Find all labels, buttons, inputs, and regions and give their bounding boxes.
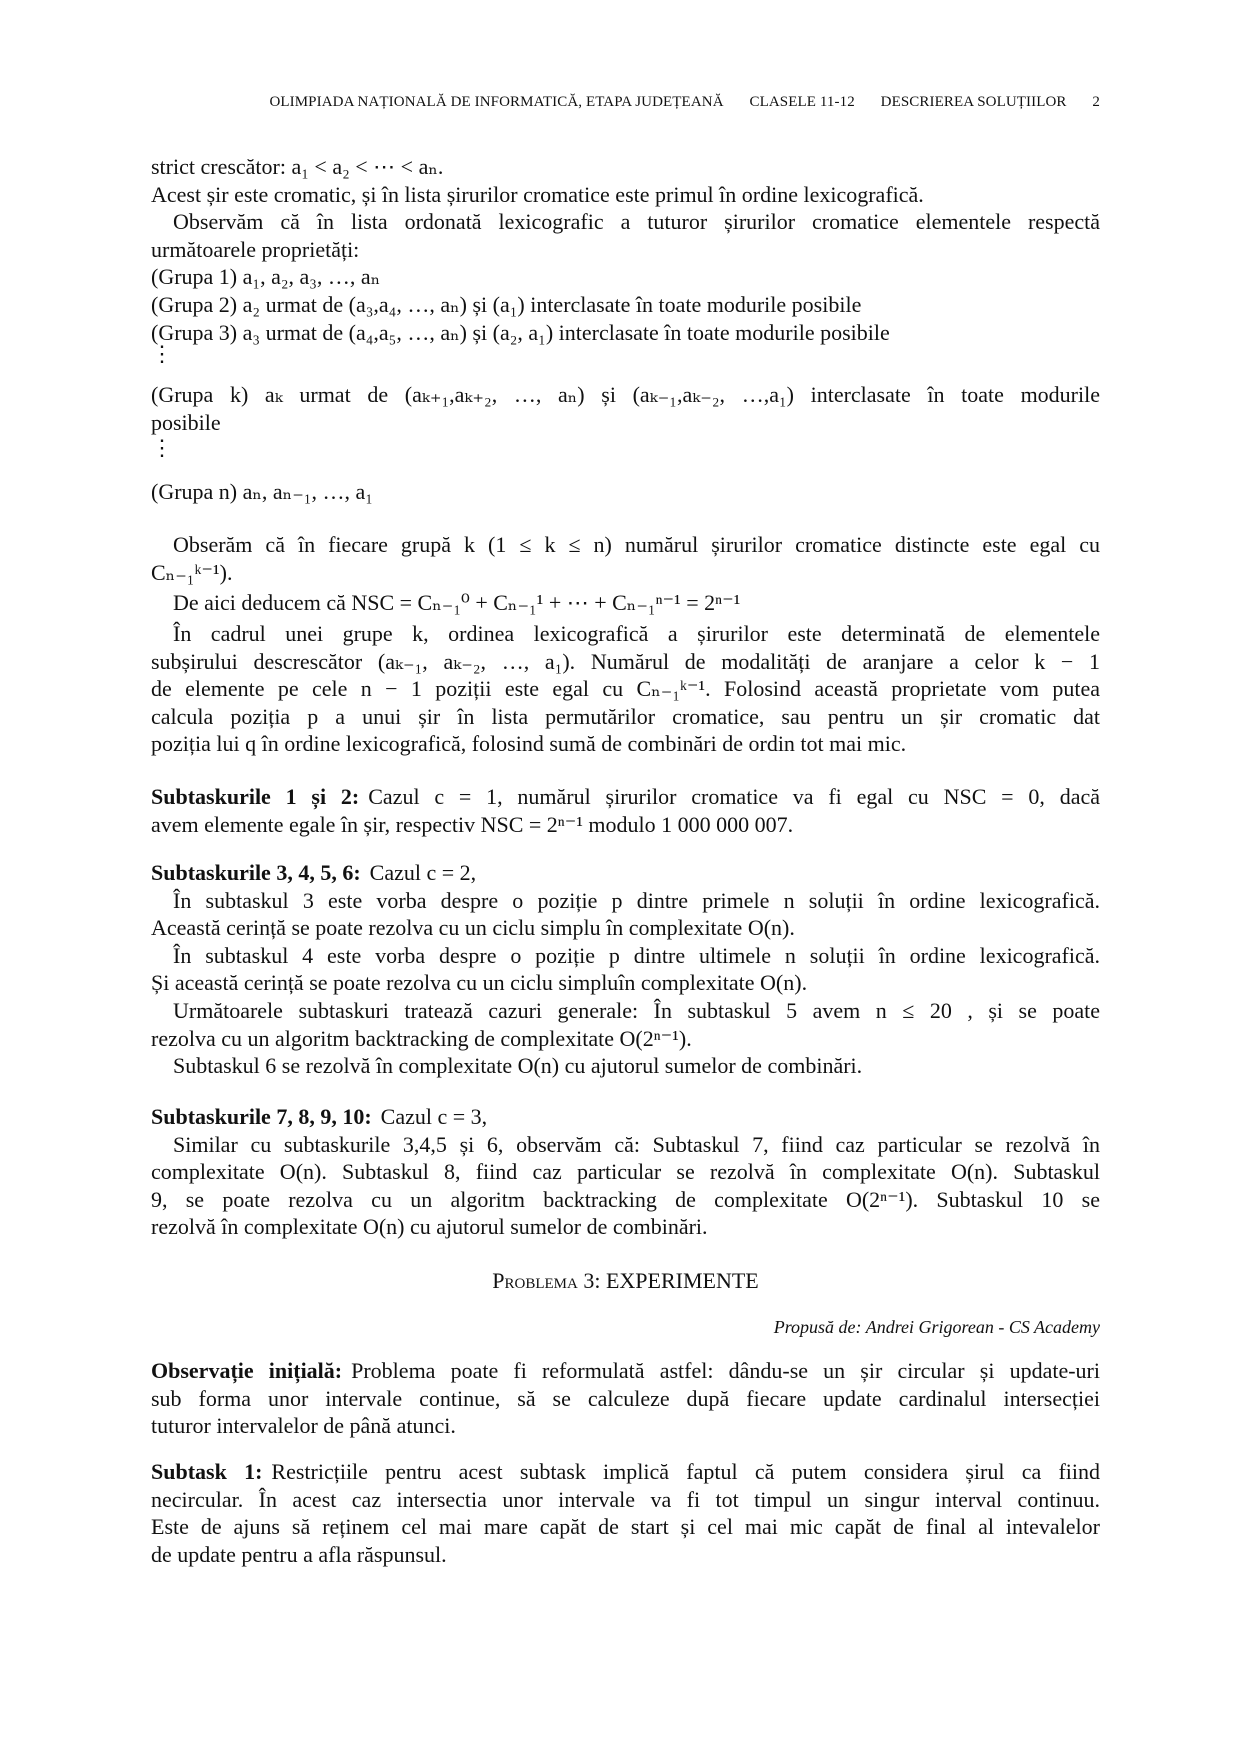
text-line [151,1267,1100,1295]
text-line [151,675,1100,703]
text-line [151,648,1100,676]
text-line [151,531,1100,559]
text-line [151,811,1100,839]
initial-observation [151,1357,1100,1440]
line-text: ⋮ [151,341,173,366]
line-text: poziția lui q în ordine lexicografică, folosind sumă de combinări de ordin tot mai mic. [151,731,907,757]
bold-label: Subtaskurile 7, 8, 9, 10: [151,1104,372,1129]
text-line [151,620,1100,648]
vertical-dots [151,437,1100,459]
text-line [151,1357,1100,1385]
text-line [151,969,1100,997]
page-number: 2 [1092,94,1100,110]
text-line [151,409,1100,437]
line-text: Cₙ₋₁ᵏ⁻¹). [151,559,233,585]
text-line [151,1541,1100,1569]
text-line [151,208,1100,236]
line-text: În subtaskul 3 este vorba despre o poziție p dintre primele n soluții în ordine lexicografică. [173,887,1100,913]
text-line [151,1458,1100,1486]
text-line [151,1213,1100,1241]
line-text: (Grupa 1) a₁, a₂, a₃, …, aₙ [151,264,381,290]
line-text: În subtaskul 4 este vorba despre o poziție p dintre ultimele n soluții în ordine lexicografică. [173,942,1100,968]
text-line [151,478,1100,506]
line-text: (Grupa k) aₖ urmat de (aₖ₊₁,aₖ₊₂, …, aₙ) și (aₖ₋₁,aₖ₋₂, …,a₁) interclasate în toate modurile [151,382,1100,407]
line-text: Restricțiile pentru acest subtask implică faptul că putem considera șirul ca fiind [271,1459,1100,1484]
subtask-1 [151,1458,1100,1568]
text-line [151,291,1100,319]
line-text: Următoarele subtaskuri tratează cazuri generale: În subtaskul 5 avem n ≤ 20 , și se poate [173,997,1100,1023]
group-k [151,381,1100,436]
line-text: Cazul c = 3, [380,1104,488,1129]
vertical-ellipsis [151,437,1100,459]
bold-label: Subtaskurile 3, 4, 5, 6: [151,860,361,885]
text-line [151,1052,1100,1080]
line-text: tuturor intervalelor de până atunci. [151,1413,456,1439]
text-line [151,914,1100,942]
line-text: necircular. În acest caz intersectia unor intervale va fi tot timpul un singur interval continuu. [151,1486,1100,1512]
line-text: de update pentru a afla răspunsul. [151,1541,447,1567]
nsc-formula [151,589,1100,617]
text-line [151,703,1100,731]
bold-label: Subtaskurile 1 și 2: [151,784,360,809]
line-text: Obserăm că în fiecare grupă k (1 ≤ k ≤ n) numărul șirurilor cromatice distincte este egal cu [173,532,1100,557]
line-text: Similar cu subtaskurile 3,4,5 și 6, observăm că: Subtaskul 7, fiind caz particular se rezolvă în [173,1131,1100,1157]
text-line [151,1486,1100,1514]
line-text: calcula poziția p a unui șir în lista permutărilor cromatice, sau pentru un șir cromatic dat [151,703,1100,729]
line-text: sub forma unor intervale continue, să se calculeze după fiecare update cardinalul intersecției [151,1385,1100,1411]
line-text: Acest șir este cromatic, și în lista șirurilor cromatice este primul în ordine lexicografică. [151,181,924,207]
line-text: (Grupa n) aₙ, aₙ₋₁, …, a₁ [151,479,373,504]
line-text: Este de ajuns să reținem cel mai mare capăt de start și cel mai mic capăt de final al intevalelor [151,1514,1100,1540]
line-text: strict crescător: a₁ < a₂ < ⋯ < aₙ. [151,154,444,179]
text-line [151,1025,1100,1053]
line-text: rezolvă în complexitate O(n) cu ajutorul sumelor de combinări. [151,1214,708,1240]
intro-paragraph [151,153,1100,346]
line-text: Problema poate fi reformulată astfel: dându-se un șir circular și update-uri [351,1358,1100,1383]
text-line [151,859,1100,887]
line-text: Subtaskul 6 se rezolvă în complexitate O(n) cu ajutorul sumelor de combinări. [173,1053,863,1079]
problem-3-heading [151,1267,1100,1295]
line-text: Propusă de: Andrei Grigorean - CS Academy [773,1317,1100,1337]
line-text: Observăm că în lista ordonată lexicografic a tuturor șirurilor cromatice elementele respectă [173,209,1100,235]
line-text: 9, se poate rezolva cu un algoritm backtracking de complexitate O(2ⁿ⁻¹). Subtaskul 10 se [151,1186,1100,1212]
text-line [151,887,1100,915]
text-line [151,181,1100,209]
text-line [151,783,1100,811]
text-line [151,997,1100,1025]
line-text: următoarele proprietăți: [151,236,360,262]
line-text: rezolva cu un algoritm backtracking de complexitate O(2ⁿ⁻¹). [151,1025,692,1051]
running-header [150,94,1100,111]
line-text: ⋮ [151,435,173,460]
line-text: Această cerință se poate rezolva cu un ciclu simplu în complexitate O(n). [151,915,795,941]
line-text: Cazul c = 2, [369,860,477,885]
text-line [151,1186,1100,1214]
bold-label: Observație inițială: [151,1358,343,1383]
lexicographic-order-paragraph [151,620,1100,758]
text-line [151,589,1100,617]
line-text: Problema 3: EXPERIMENTE [492,1268,759,1293]
line-text: (Grupa 3) a₃ urmat de (a₄,a₅, …, aₙ) și (a₂, a₁) interclasate în toate modurile posibile [151,319,890,345]
line-text: posibile [151,409,221,435]
bold-label: Subtask 1: [151,1459,263,1484]
line-text: de elemente pe cele n − 1 poziții este egal cu Cₙ₋₁ᵏ⁻¹. Folosind această proprietate vom putea [151,676,1100,702]
header-classes: CLASELE 11-12 [749,94,855,110]
text-line [151,942,1100,970]
header-title: OLIMPIADA NAȚIONALĂ DE INFORMATICĂ, ETAPA JUDEȚEANĂ [269,94,724,110]
line-text: avem elemente egale în șir, respectiv NSC = 2ⁿ⁻¹ modulo 1 000 000 007. [151,811,794,837]
text-line [151,1314,1100,1342]
text-line [151,1412,1100,1440]
text-line [151,559,1100,587]
vertical-ellipsis [151,343,1100,365]
text-line [151,1513,1100,1541]
line-text: subșirului descrescător (aₖ₋₁, aₖ₋₂, …, a₁). Numărul de modalități de aranjare a celor k − 1 [151,648,1100,674]
text-line [151,1131,1100,1159]
line-text: Și această cerință se poate rezolva cu un ciclu simpluîn complexitate O(n). [151,970,808,996]
line-text: Cazul c = 1, numărul șirurilor cromatice va fi egal cu NSC = 0, dacă [368,784,1100,809]
group-n [151,478,1100,506]
line-text: (Grupa 2) a₂ urmat de (a₃,a₄, …, aₙ) și (a₁) interclasate în toate modurile posibile [151,291,862,317]
text-line [151,1385,1100,1413]
subtasks-1-2 [151,783,1100,838]
group-count-paragraph [151,531,1100,586]
line-text: În cadrul unei grupe k, ordinea lexicografică a șirurilor este determinată de elementele [173,621,1100,646]
text-line [151,263,1100,291]
subtasks-7-10 [151,1103,1100,1241]
text-line [151,730,1100,758]
text-line [151,236,1100,264]
vertical-dots [151,343,1100,365]
text-line [151,1103,1100,1131]
text-line [151,153,1100,181]
line-text: complexitate O(n). Subtaskul 8, fiind caz particular se rezolvă în complexitate O(n). Subtaskul [151,1159,1100,1185]
subtasks-3-6 [151,859,1100,1080]
line-text: De aici deducem că NSC = Cₙ₋₁⁰ + Cₙ₋₁¹ + ⋯ + Cₙ₋₁ⁿ⁻¹ = 2ⁿ⁻¹ [173,590,741,615]
header-section: DESCRIEREA SOLUȚIILOR [880,94,1067,110]
text-line [151,381,1100,409]
author-credit [151,1314,1100,1342]
text-line [151,1158,1100,1186]
